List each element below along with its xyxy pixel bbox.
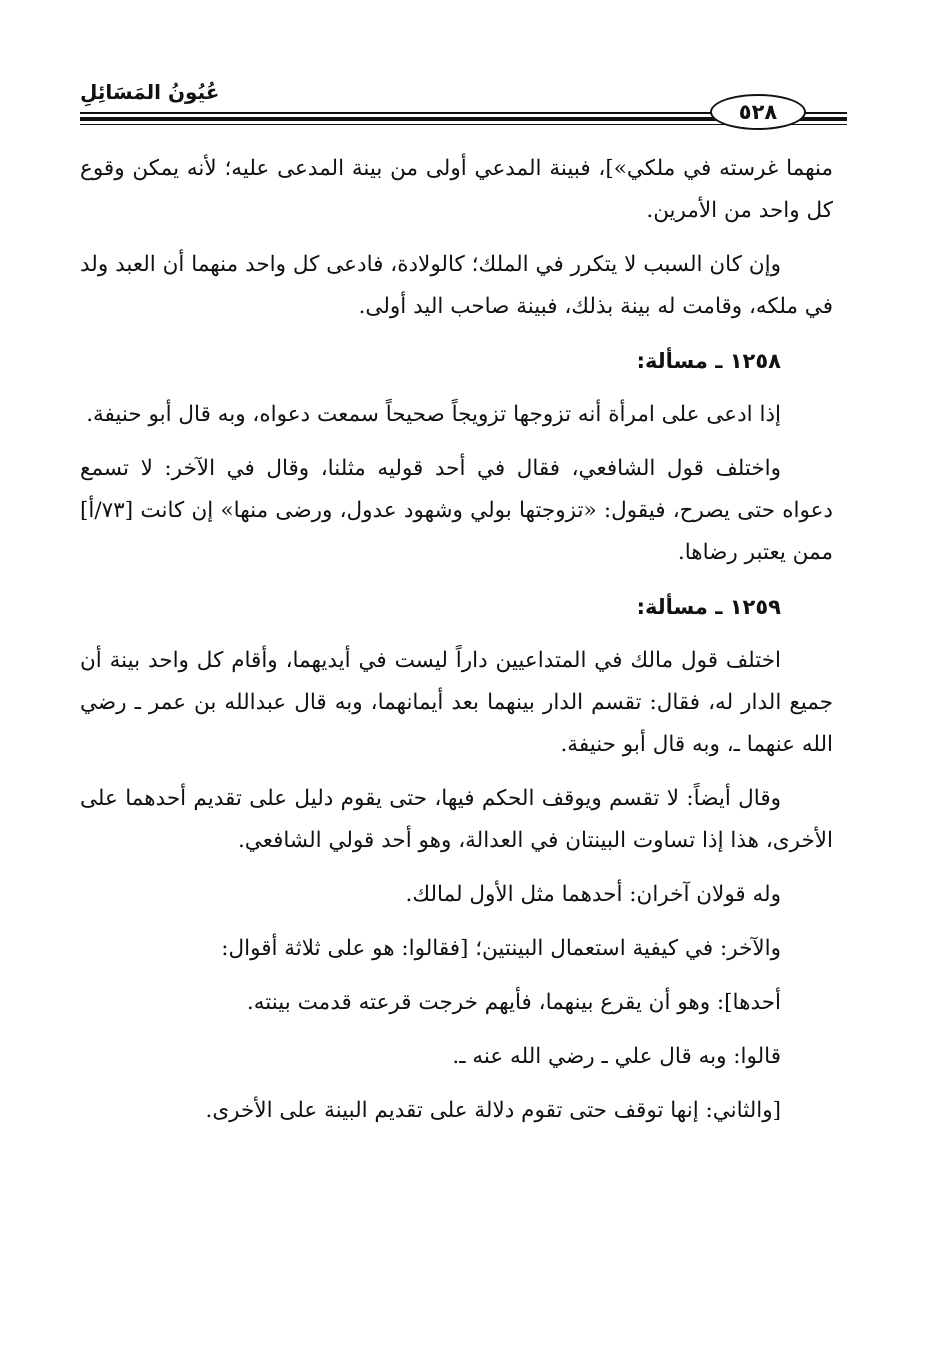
- paragraph: إذا ادعى على امرأة أنه تزوجها تزويجاً صحيحاً سمعت دعواه، وبه قال أبو حنيفة.: [86, 402, 781, 427]
- paragraph: منهما غرسته في ملكي»]، فبينة المدعي أولى من بينة المدعى عليه؛ لأنه يمكن وقوع كل واحد من الأمرين.: [80, 156, 833, 223]
- issue-heading: ١٢٥٨ ـ مسألة:: [636, 349, 781, 373]
- paragraph: أحدها]: وهو أن يقرع بينهما، فأيهم خرجت قرعته قدمت بينته.: [246, 990, 781, 1015]
- paragraph: واختلف قول الشافعي، فقال في أحد قوليه مثلنا، وقال في الآخر: لا تسمع دعواه حتى يصرح، فيقول: «تزوجتها بولي وشهود عدول، ورضى منها» إن كانت [٧٣/أ] ممن يعتبر رضاها.: [80, 456, 833, 565]
- paragraph: قالوا: وبه قال علي ـ رضي الله عنه ـ.: [452, 1044, 781, 1069]
- paragraph: اختلف قول مالك في المتداعيين داراً ليست في أيديهما، وأقام كل واحد بينة أن جميع الدار له، فقال: تقسم الدار بينهما بعد أيمانهما، وبه قال عبدالله بن عمر ـ رضي الله عنهما ـ، وبه قال أبو حنيفة.: [80, 648, 833, 757]
- paragraph: وإن كان السبب لا يتكرر في الملك؛ كالولادة، فادعى كل واحد منهما أن العبد ولد في ملكه، وقامت له بينة بذلك، فبينة صاحب اليد أولى.: [80, 252, 833, 319]
- running-header-title: عُيُونُ المَسَائِلِ: [80, 80, 220, 104]
- paragraph: والآخر: في كيفية استعمال البينتين؛ [فقالوا: هو على ثلاثة أقوال:: [221, 936, 781, 961]
- paragraph: وله قولان آخران: أحدهما مثل الأول لمالك.: [405, 882, 781, 907]
- issue-heading: ١٢٥٩ ـ مسألة:: [636, 595, 781, 619]
- page-number: ٥٢٨: [710, 94, 806, 130]
- page-body: [80, 148, 833, 1144]
- paragraph: [والثاني: إنها توقف حتى تقوم دلالة على تقديم البينة على الأخرى.: [205, 1098, 781, 1123]
- paragraph: وقال أيضاً: لا تقسم ويوقف الحكم فيها، حتى يقوم دليل على تقديم أحدهما على الأخرى، هذا إذا تساوت البينتان في العدالة، وهو أحد قولي الشافعي.: [80, 786, 833, 853]
- page-header: [80, 70, 847, 130]
